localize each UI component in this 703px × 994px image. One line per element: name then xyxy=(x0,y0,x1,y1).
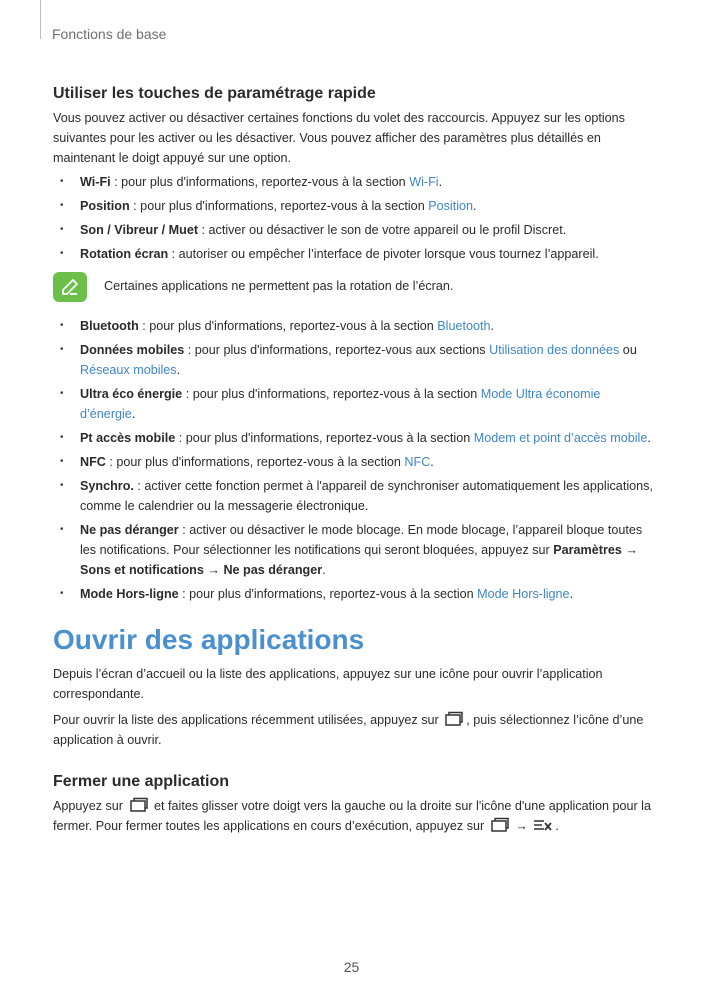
quick-settings-list-2 xyxy=(53,316,653,604)
section-link[interactable]: Utilisation des données xyxy=(489,343,620,357)
close-app-paragraph: Appuyez sur et faites glisser votre doigt vers la gauche ou la droite sur l'icône d'une application pour la fermer. Pour fermer toutes les applications en cours d’exécution, appuyez sur → . xyxy=(53,799,651,833)
page-content xyxy=(53,84,653,836)
header-rule xyxy=(40,0,41,39)
list-item: • Données mobiles : pour plus d'informations, reportez-vous aux sections Utilisation des données ou Réseaux mobiles. xyxy=(53,340,653,380)
list-item: • Ultra éco énergie : pour plus d'informations, reportez-vous à la section Mode Ultra économie d’énergie. xyxy=(53,384,653,424)
section-link[interactable]: Mode Ultra économie d’énergie xyxy=(80,387,601,421)
page-number: 25 xyxy=(343,959,360,975)
quick-settings-intro: Vous pouvez activer ou désactiver certaines fonctions du volet des raccourcis. Appuyez sur les options suivantes pour les activer ou les désactiver. Vous pouvez afficher des paramètres plus détaillés en maintenant le doigt appuyé sur une option. xyxy=(53,111,625,165)
section-link[interactable]: Wi-Fi xyxy=(409,175,439,189)
close-all-icon xyxy=(533,817,553,833)
section-link[interactable]: Mode Hors-ligne xyxy=(477,587,570,601)
list-item: • Son / Vibreur / Muet : activer ou désactiver le son de votre appareil ou le profil Discret. xyxy=(53,220,653,240)
list-item: • Synchro. : activer cette fonction permet à l'appareil de synchroniser automatiquement les applications, comme le calendrier ou la messagerie électronique. xyxy=(53,476,653,516)
recent-apps-icon xyxy=(444,711,464,727)
list-item: • Rotation écran : autoriser ou empêcher l’interface de pivoter lorsque vous tournez l’appareil. xyxy=(53,244,653,264)
list-item: • Pt accès mobile : pour plus d'informations, reportez-vous à la section Modem et point d’accès mobile. xyxy=(53,428,653,448)
list-item: • Mode Hors-ligne : pour plus d'informations, reportez-vous à la section Mode Hors-ligne. xyxy=(53,584,653,604)
section-link[interactable]: NFC xyxy=(404,455,431,469)
note-icon xyxy=(53,272,87,302)
close-app-title: Fermer une application xyxy=(53,773,230,790)
note-box xyxy=(53,272,653,302)
section-link[interactable]: Réseaux mobiles xyxy=(80,363,177,377)
list-item: • Position : pour plus d'informations, reportez-vous à la section Position. xyxy=(53,196,653,216)
list-item: • Bluetooth : pour plus d'informations, reportez-vous à la section Bluetooth. xyxy=(53,316,653,336)
list-item: • Ne pas déranger : activer ou désactiver le mode blocage. En mode blocage, l’appareil bloque toutes les notifications. Pour sélectionner les notifications qui seront bloquées, appuyez sur Paramètres → Sons et notifications → Ne pas déranger. xyxy=(53,520,653,580)
section-link[interactable]: Modem et point d’accès mobile xyxy=(473,431,648,445)
list-item: • NFC : pour plus d'informations, reportez-vous à la section NFC. xyxy=(53,452,653,472)
list-item: • Wi-Fi : pour plus d'informations, reportez-vous à la section Wi-Fi. xyxy=(53,172,653,192)
open-apps-p2: Pour ouvrir la liste des applications récemment utilisées, appuyez sur , puis sélectionnez l’icône d’une application à ouvrir. xyxy=(53,713,644,747)
quick-settings-title: Utiliser les touches de paramétrage rapide xyxy=(53,85,376,102)
quick-settings-list-1 xyxy=(53,172,653,264)
recent-apps-icon xyxy=(490,817,510,833)
note-text: Certaines applications ne permettent pas la rotation de l’écran. xyxy=(104,279,454,293)
open-apps-p1: Depuis l’écran d’accueil ou la liste des applications, appuyez sur une icône pour ouvrir l’application correspondante. xyxy=(53,667,603,701)
open-apps-title: Ouvrir des applications xyxy=(53,624,365,655)
section-link[interactable]: Position xyxy=(428,199,474,213)
section-link[interactable]: Bluetooth xyxy=(437,319,491,333)
recent-apps-icon xyxy=(129,797,149,813)
running-header: Fonctions de base xyxy=(52,26,167,42)
